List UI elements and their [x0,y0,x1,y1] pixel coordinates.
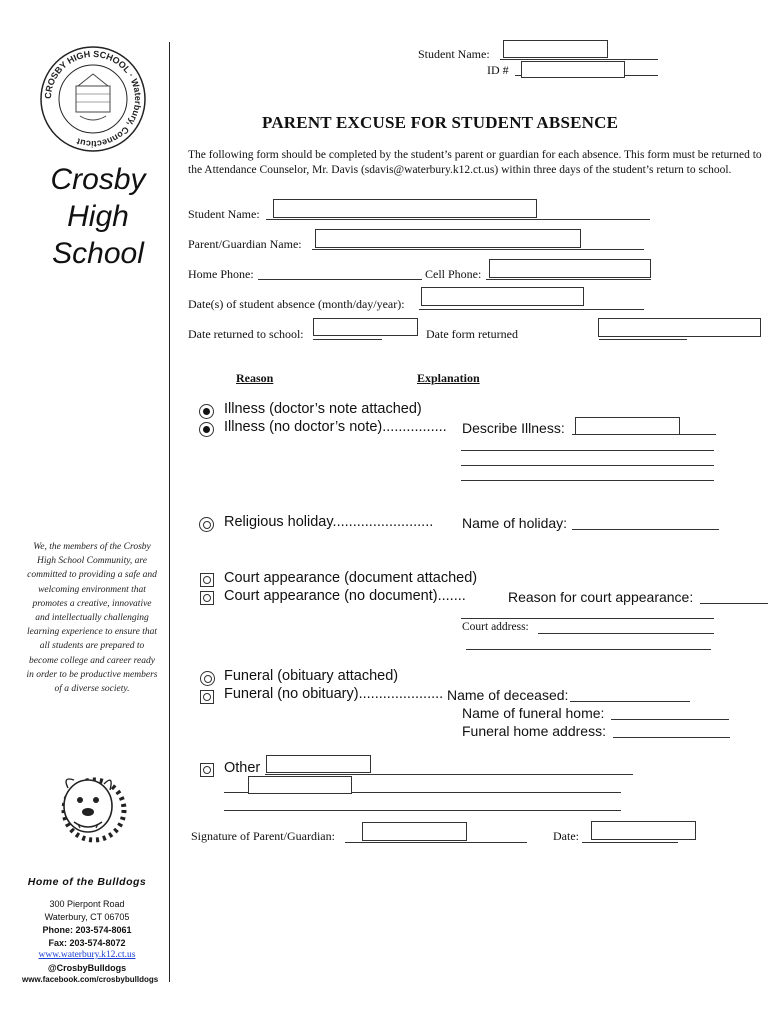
bulldog-mascot [52,766,132,850]
cell-phone-line [486,279,651,280]
sidebar-divider [169,42,170,982]
court-reason-line [700,603,768,604]
court-reason-extra-line [461,618,714,619]
holiday-name-label: Name of holiday: [462,515,568,531]
school-phone: Phone: 203-574-8061 [42,925,132,935]
deceased-name-line [570,701,690,702]
student-name-input[interactable] [273,199,537,218]
signature-label: Signature of Parent/Guardian: [191,829,335,843]
signature-date-label: Date: [553,829,579,843]
funeral-obit-label: Funeral (obituary attached) [224,668,399,684]
date-form-returned-line [599,339,687,340]
parent-name-line [312,249,644,250]
parent-name-label: Parent/Guardian Name: [188,237,302,251]
reason-column-header: Reason [236,371,274,385]
funeral-home-address-line [613,737,730,738]
funeral-obit-radio[interactable] [200,671,215,686]
home-of-bulldogs: Home of the Bulldogs [27,876,147,888]
seal-icon [38,44,148,154]
explanation-column-header: Explanation [417,371,480,385]
religious-holiday-label: Religious holiday......................... [224,514,434,530]
date-form-returned-label: Date form returned [426,327,518,341]
other-line-3 [224,810,621,811]
religious-holiday-radio[interactable] [199,517,214,532]
header-student-name-input[interactable] [503,40,608,58]
describe-illness-input[interactable] [575,417,680,435]
signature-date-line [582,842,678,843]
form-instructions: The following form should be completed by the student’s parent or guardian for each absence. This form must be returned to the Attendance Counselor, Mr. Davis (sdavis@waterbury.k12.ct.us) within three days of the student’s return to school. [188,149,762,176]
school-website-link[interactable]: www.waterbury.k12.ct.us [38,950,136,960]
describe-illness-label: Describe Illness: [462,420,565,436]
funeral-home-address-label: Funeral home address: [462,723,606,739]
school-address-line1: 300 Pierpont Road [49,899,125,909]
court-address-label: Court address: [462,621,529,633]
funeral-no-obit-label: Funeral (no obituary)..................... [224,686,444,702]
school-name-line3: School [52,237,144,270]
illness-no-note-label: Illness (no doctor’s note)................ [224,419,447,435]
cell-phone-input[interactable] [489,259,651,278]
school-name-line1: Crosby [50,163,146,196]
other-label: Other [224,760,261,776]
signature-input[interactable] [362,822,467,841]
header-student-name-line [500,59,658,60]
header-id-label: ID # [487,63,509,77]
school-social: @CrosbyBulldogs [47,963,127,973]
mission-statement: We, the members of the Crosby High School Community, are committed to providing a safe and welcoming environment that promotes a creative, innovative and intellectually challenging learning experience to ensure that all students are prepared to become college and career ready in order to be productive members of a diverse society. [26,542,158,695]
home-phone-line [258,279,422,280]
student-name-label: Student Name: [188,207,260,221]
absence-dates-label: Date(s) of student absence (month/day/year): [188,297,405,311]
signature-date-input[interactable] [591,821,696,840]
absence-dates-line [419,309,644,310]
holiday-name-line [572,529,719,530]
school-seal [38,44,148,154]
student-name-line [266,219,650,220]
court-reason-label: Reason for court appearance: [508,589,694,605]
court-doc-checkbox[interactable] [200,573,214,587]
home-phone-label: Home Phone: [188,267,254,281]
court-doc-label: Court appearance (document attached) [224,570,478,586]
parent-name-input[interactable] [315,229,581,248]
date-returned-label: Date returned to school: [188,327,304,341]
school-name-line2: High [67,200,129,233]
deceased-name-label: Name of deceased: [447,687,569,703]
illness-extra-line-1 [461,450,714,451]
cell-phone-label: Cell Phone: [425,267,482,281]
court-no-doc-label: Court appearance (no document)....... [224,588,466,604]
illness-note-radio[interactable] [199,404,214,419]
other-input-1[interactable] [266,755,371,773]
seal-text: CROSBY HIGH SCHOOL · Waterbury, Connecticut [42,48,144,150]
date-returned-line [313,339,382,340]
school-address-line2: Waterbury, CT 06705 [44,912,130,922]
signature-line [345,842,527,843]
illness-note-label: Illness (doctor’s note attached) [224,401,422,417]
school-fax: Fax: 203-574-8072 [48,938,126,948]
svg-text:CROSBY HIGH SCHOOL · Waterbury [43,49,143,149]
illness-no-note-radio[interactable] [199,422,214,437]
date-form-returned-input[interactable] [598,318,761,337]
other-line-1 [265,774,633,775]
other-input-2[interactable] [248,776,352,794]
funeral-home-label: Name of funeral home: [462,705,605,721]
court-no-doc-checkbox[interactable] [200,591,214,605]
illness-extra-line-2 [461,465,714,466]
court-address-line [538,633,714,634]
other-checkbox[interactable] [200,763,214,777]
header-id-input[interactable] [521,61,625,78]
funeral-no-obit-checkbox[interactable] [200,690,214,704]
school-facebook: www.facebook.com/crosbybulldogs [22,975,159,984]
funeral-home-line [611,719,729,720]
court-address-extra-line [466,649,711,650]
form-title: PARENT EXCUSE FOR STUDENT ABSENCE [262,113,619,132]
bulldog-icon [52,766,132,850]
absence-dates-input[interactable] [421,287,584,306]
illness-extra-line-3 [461,480,714,481]
header-student-name-label: Student Name: [418,47,490,61]
date-returned-input[interactable] [313,318,418,336]
